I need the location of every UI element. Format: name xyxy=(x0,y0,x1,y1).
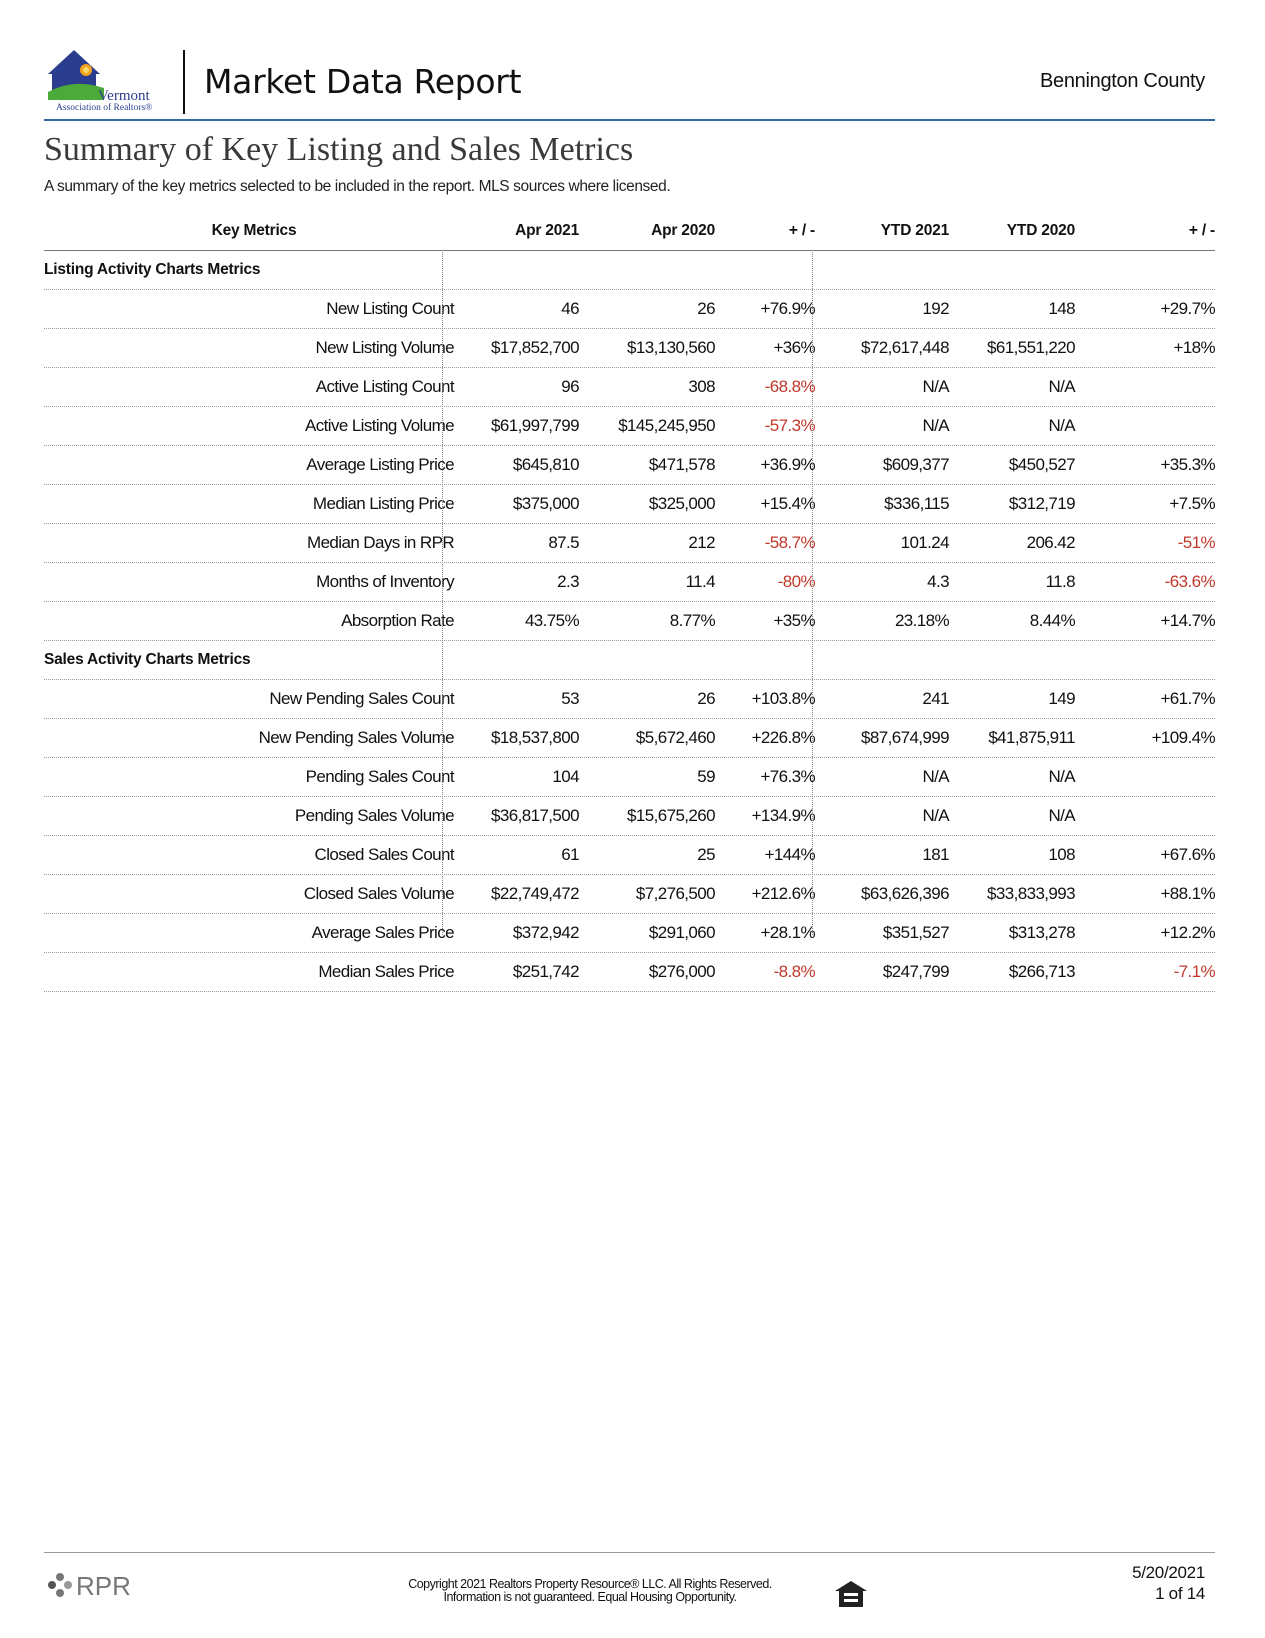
value-apr-2020: $291,060 xyxy=(648,923,715,942)
value-apr-2020: 25 xyxy=(697,845,715,864)
value-apr-2020: 11.4 xyxy=(685,572,715,591)
value-apr-2020: $471,578 xyxy=(648,455,715,474)
value-apr-2021: $372,942 xyxy=(512,923,579,942)
value-ytd-2020: $41,875,911 xyxy=(988,728,1075,747)
column-divider-1 xyxy=(442,250,443,935)
value-apr-2020: 8.77% xyxy=(669,611,715,630)
metric-label: Pending Sales Count xyxy=(305,767,454,786)
section-subtitle: A summary of the key metrics selected to be included in the report. MLS sources where licensed. xyxy=(44,178,671,195)
column-divider-2 xyxy=(812,250,813,935)
value-apr-2021: $17,852,700 xyxy=(491,338,579,357)
metric-label: Active Listing Volume xyxy=(305,416,454,435)
metric-label: Closed Sales Count xyxy=(314,845,454,864)
section-title: Summary of Key Listing and Sales Metrics xyxy=(44,131,634,168)
table-body xyxy=(44,251,1215,992)
header-change-ytd: + / - xyxy=(1188,222,1215,239)
table-row xyxy=(44,680,1215,719)
change-ytd xyxy=(1095,368,1215,406)
value-apr-2021: $251,742 xyxy=(512,962,579,981)
change-ytd: -7.1% xyxy=(1173,962,1215,981)
group-header-row xyxy=(44,251,1215,290)
change-month: +36% xyxy=(773,338,815,357)
change-ytd: +12.2% xyxy=(1160,923,1215,942)
value-ytd-2021: N/A xyxy=(922,416,949,435)
report-date: 5/20/2021 xyxy=(1132,1563,1205,1582)
change-ytd: -51% xyxy=(1177,533,1215,552)
change-ytd: +109.4% xyxy=(1151,728,1215,747)
change-month: -57.3% xyxy=(764,416,815,435)
value-ytd-2020: $450,527 xyxy=(1008,455,1075,474)
table-row xyxy=(44,329,1215,368)
value-apr-2021: 87.5 xyxy=(548,533,579,552)
equal-housing-icon xyxy=(833,1579,869,1609)
change-month: +76.9% xyxy=(760,299,815,318)
value-ytd-2020: N/A xyxy=(1048,806,1075,825)
value-ytd-2020: $33,833,993 xyxy=(987,884,1075,903)
change-month: +103.8% xyxy=(751,689,815,708)
change-month: +15.4% xyxy=(760,494,815,513)
value-apr-2021: 2.3 xyxy=(557,572,579,591)
change-ytd: +67.6% xyxy=(1160,845,1215,864)
header-ytd-2021: YTD 2021 xyxy=(880,222,949,239)
copyright-line-1: Copyright 2021 Realtors Property Resource® LLC. All Rights Reserved. xyxy=(408,1577,772,1591)
value-apr-2020: 59 xyxy=(697,767,715,786)
table-row xyxy=(44,524,1215,563)
copyright-line-2: Information is not guaranteed. Equal Housing Opportunity. xyxy=(443,1590,737,1604)
group-header-row xyxy=(44,641,1215,680)
header-key-metrics: Key Metrics xyxy=(211,222,297,239)
change-ytd xyxy=(1095,407,1215,445)
value-ytd-2021: $351,527 xyxy=(882,923,949,942)
logo-text-association: Association of Realtors® xyxy=(56,103,153,113)
value-ytd-2020: N/A xyxy=(1048,767,1075,786)
value-apr-2020: 26 xyxy=(697,689,715,708)
header-divider xyxy=(183,50,185,114)
metric-label: Average Listing Price xyxy=(306,455,454,474)
change-ytd: +7.5% xyxy=(1169,494,1215,513)
change-ytd: -63.6% xyxy=(1164,572,1215,591)
table-header-row xyxy=(44,212,1215,251)
change-month: +134.9% xyxy=(751,806,815,825)
value-ytd-2020: $61,551,220 xyxy=(987,338,1075,357)
table-row xyxy=(44,485,1215,524)
value-apr-2020: $325,000 xyxy=(648,494,715,513)
table-row xyxy=(44,836,1215,875)
value-ytd-2021: 101.24 xyxy=(900,533,949,552)
table-row xyxy=(44,563,1215,602)
table-row xyxy=(44,875,1215,914)
value-ytd-2021: N/A xyxy=(922,377,949,396)
value-apr-2021: $375,000 xyxy=(512,494,579,513)
value-ytd-2020: 206.42 xyxy=(1026,533,1075,552)
value-ytd-2020: N/A xyxy=(1048,377,1075,396)
header-apr-2020: Apr 2020 xyxy=(651,222,715,239)
metric-label: New Listing Volume xyxy=(315,338,454,357)
change-month: +35% xyxy=(773,611,815,630)
value-ytd-2020: 11.8 xyxy=(1045,572,1075,591)
table-row xyxy=(44,368,1215,407)
table-row xyxy=(44,758,1215,797)
value-ytd-2021: 23.18% xyxy=(894,611,949,630)
table-row xyxy=(44,290,1215,329)
table-row xyxy=(44,719,1215,758)
value-apr-2020: 308 xyxy=(688,377,715,396)
value-apr-2020: $13,130,560 xyxy=(627,338,715,357)
metric-label: Absorption Rate xyxy=(341,611,454,630)
value-apr-2021: 43.75% xyxy=(524,611,579,630)
header-ytd-2020: YTD 2020 xyxy=(1006,222,1075,239)
value-ytd-2020: $266,713 xyxy=(1008,962,1075,981)
change-month: +36.9% xyxy=(760,455,815,474)
report-title: Market Data Report xyxy=(204,62,522,101)
logo-text-vermont: Vermont xyxy=(98,88,150,104)
value-ytd-2020: $312,719 xyxy=(1008,494,1075,513)
group-label: Listing Activity Charts Metrics xyxy=(44,261,261,278)
table-row xyxy=(44,953,1215,992)
value-ytd-2021: $87,674,999 xyxy=(861,728,949,747)
change-ytd: +35.3% xyxy=(1160,455,1215,474)
metric-label: Median Listing Price xyxy=(312,494,454,513)
metric-label: Median Days in RPR xyxy=(307,533,454,552)
value-ytd-2020: 148 xyxy=(1048,299,1075,318)
table-row xyxy=(44,914,1215,953)
page-number: 1 of 14 xyxy=(1155,1584,1205,1603)
value-ytd-2020: 108 xyxy=(1048,845,1075,864)
county-name: Bennington County xyxy=(1039,70,1205,92)
value-apr-2021: $61,997,799 xyxy=(491,416,579,435)
table-row xyxy=(44,602,1215,641)
group-label: Sales Activity Charts Metrics xyxy=(44,651,251,668)
change-ytd xyxy=(1095,797,1215,835)
value-apr-2021: 61 xyxy=(561,845,579,864)
metric-label: Pending Sales Volume xyxy=(294,806,454,825)
key-metrics-table xyxy=(44,212,1215,992)
value-apr-2020: 26 xyxy=(697,299,715,318)
value-apr-2021: $22,749,472 xyxy=(491,884,579,903)
table-row xyxy=(44,446,1215,485)
value-ytd-2021: $247,799 xyxy=(882,962,949,981)
rpr-logo xyxy=(44,1565,154,1605)
metric-label: Months of Inventory xyxy=(316,572,454,591)
value-apr-2020: $145,245,950 xyxy=(618,416,715,435)
change-ytd: +14.7% xyxy=(1160,611,1215,630)
change-month: +212.6% xyxy=(751,884,815,903)
metric-label: Average Sales Price xyxy=(311,923,454,942)
value-apr-2021: $36,817,500 xyxy=(491,806,579,825)
change-month: +76.3% xyxy=(760,767,815,786)
value-ytd-2021: $609,377 xyxy=(882,455,949,474)
change-ytd: +61.7% xyxy=(1160,689,1215,708)
value-apr-2021: $18,537,800 xyxy=(491,728,579,747)
metric-label: Active Listing Count xyxy=(315,377,454,396)
value-ytd-2020: $313,278 xyxy=(1008,923,1075,942)
change-month: +226.8% xyxy=(751,728,815,747)
change-month: -80% xyxy=(777,572,815,591)
value-ytd-2021: 192 xyxy=(922,299,949,318)
change-month: +28.1% xyxy=(760,923,815,942)
value-ytd-2021: N/A xyxy=(922,767,949,786)
change-ytd xyxy=(1095,758,1215,796)
change-ytd: +18% xyxy=(1173,338,1215,357)
footer-rule xyxy=(44,1552,1215,1553)
value-ytd-2021: 241 xyxy=(922,689,949,708)
value-ytd-2020: N/A xyxy=(1048,416,1075,435)
value-apr-2020: $5,672,460 xyxy=(635,728,715,747)
metric-label: New Pending Sales Volume xyxy=(258,728,454,747)
change-ytd: +29.7% xyxy=(1160,299,1215,318)
value-apr-2021: $645,810 xyxy=(512,455,579,474)
value-ytd-2020: 149 xyxy=(1048,689,1075,708)
value-apr-2021: 46 xyxy=(561,299,579,318)
metric-label: Median Sales Price xyxy=(318,962,454,981)
value-ytd-2021: $72,617,448 xyxy=(861,338,949,357)
value-apr-2020: 212 xyxy=(688,533,715,552)
value-ytd-2020: 8.44% xyxy=(1029,611,1075,630)
value-ytd-2021: $63,626,396 xyxy=(861,884,949,903)
change-ytd: +88.1% xyxy=(1160,884,1215,903)
metric-label: Closed Sales Volume xyxy=(303,884,454,903)
value-apr-2021: 53 xyxy=(561,689,579,708)
change-month: -8.8% xyxy=(773,962,815,981)
change-month: -58.7% xyxy=(764,533,815,552)
value-ytd-2021: $336,115 xyxy=(884,494,949,513)
metric-label: New Pending Sales Count xyxy=(269,689,454,708)
rpr-logo-text: RPR xyxy=(76,1571,131,1601)
value-ytd-2021: 4.3 xyxy=(927,572,949,591)
value-ytd-2021: 181 xyxy=(922,845,949,864)
copyright-notice xyxy=(380,1578,800,1604)
value-ytd-2021: N/A xyxy=(922,806,949,825)
header-rule xyxy=(44,119,1215,121)
value-apr-2020: $7,276,500 xyxy=(635,884,715,903)
table-row xyxy=(44,407,1215,446)
value-apr-2020: $276,000 xyxy=(648,962,715,981)
value-apr-2020: $15,675,260 xyxy=(627,806,715,825)
header-change-month: + / - xyxy=(788,222,815,239)
header-apr-2021: Apr 2021 xyxy=(515,222,579,239)
change-month: +144% xyxy=(764,845,815,864)
table-row xyxy=(44,797,1215,836)
value-apr-2021: 96 xyxy=(561,377,579,396)
change-month: -68.8% xyxy=(764,377,815,396)
value-apr-2021: 104 xyxy=(552,767,579,786)
metric-label: New Listing Count xyxy=(326,299,454,318)
